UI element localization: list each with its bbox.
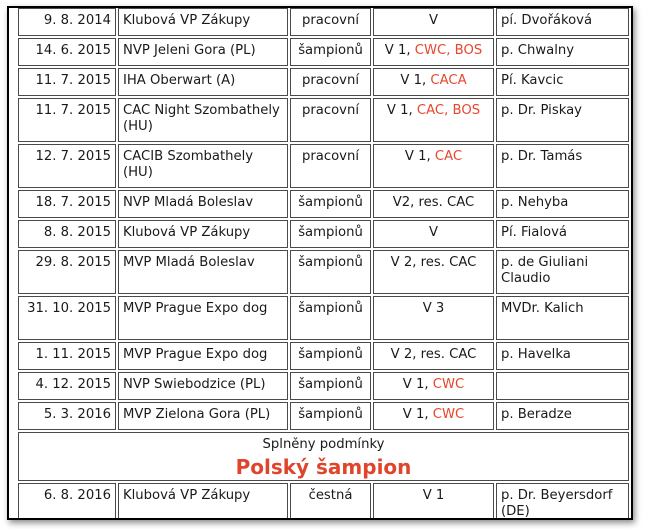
show-cell: MVP Prague Expo dog: [118, 342, 288, 370]
title-subheading: Splněny podmínky: [262, 437, 385, 452]
title-heading: Polský šampion: [235, 455, 412, 479]
judge-cell: MVDr. Kalich: [496, 296, 629, 340]
show-cell: MVP Mladá Boleslav: [118, 250, 288, 294]
class-cell: pracovní: [290, 144, 371, 188]
show-cell: NVP Mladá Boleslav: [118, 190, 288, 218]
judge-cell: p. Chwalny: [496, 38, 629, 66]
table-row: [18, 372, 629, 400]
award-text: CWC: [432, 407, 465, 422]
result-text: V 1: [422, 488, 445, 503]
class-cell: pracovní: [290, 98, 371, 142]
table-row: [18, 402, 629, 430]
class-cell: šampionů: [290, 250, 371, 294]
table-row: [18, 8, 629, 36]
judge-cell: p. de Giuliani Claudio: [496, 250, 629, 294]
result-cell: [373, 296, 494, 340]
show-cell: Klubová VP Zákupy: [118, 8, 288, 36]
class-cell: šampionů: [290, 190, 371, 218]
class-cell: šampionů: [290, 220, 371, 248]
table-row: [18, 483, 629, 520]
result-cell: [373, 342, 494, 370]
judge-cell: pí. Dvořáková: [496, 8, 629, 36]
result-text: V 3: [422, 301, 445, 316]
table-row: [18, 342, 629, 370]
judge-cell: p. Dr. Beyersdorf (DE): [496, 483, 629, 520]
result-cell: [373, 144, 494, 188]
date-cell: 1. 11. 2015: [18, 342, 116, 370]
date-cell: 31. 10. 2015: [18, 296, 116, 340]
award-text: CACA: [430, 73, 467, 88]
result-text: V 1,: [402, 377, 429, 392]
class-cell: šampionů: [290, 372, 371, 400]
judge-cell: Pí. Kavcic: [496, 68, 629, 96]
class-cell: pracovní: [290, 68, 371, 96]
class-cell: pracovní: [290, 8, 371, 36]
result-text: V 1,: [384, 43, 411, 58]
result-cell: [373, 8, 494, 36]
result-cell: [373, 372, 494, 400]
table-row: [18, 98, 629, 142]
table-row: [18, 296, 629, 340]
result-text: V 2, res. CAC: [390, 347, 477, 362]
results-frame: [7, 6, 633, 520]
show-cell: IHA Oberwart (A): [118, 68, 288, 96]
judge-cell: p. Havelka: [496, 342, 629, 370]
show-cell: NVP Jeleni Gora (PL): [118, 38, 288, 66]
result-text: V 1,: [386, 103, 413, 118]
date-cell: 5. 3. 2016: [18, 402, 116, 430]
show-cell: NVP Swiebodzice (PL): [118, 372, 288, 400]
table-row: [18, 190, 629, 218]
result-text: V 2, res. CAC: [390, 255, 477, 270]
judge-cell: Pí. Fialová: [496, 220, 629, 248]
result-text: V 1,: [402, 407, 429, 422]
date-cell: 14. 6. 2015: [18, 38, 116, 66]
result-text: V2, res. CAC: [392, 195, 475, 210]
award-text: CAC, BOS: [416, 103, 481, 118]
show-cell: MVP Zielona Gora (PL): [118, 402, 288, 430]
class-cell: šampionů: [290, 296, 371, 340]
date-cell: 6. 8. 2016: [18, 483, 116, 520]
class-cell: šampionů: [290, 402, 371, 430]
result-text: V: [428, 225, 439, 240]
result-cell: [373, 38, 494, 66]
show-cell: CACIB Szombathely (HU): [118, 144, 288, 188]
class-cell: šampionů: [290, 38, 371, 66]
date-cell: 29. 8. 2015: [18, 250, 116, 294]
result-cell: [373, 402, 494, 430]
result-cell: [373, 483, 494, 520]
result-cell: [373, 190, 494, 218]
result-cell: [373, 68, 494, 96]
title-row: [18, 432, 629, 481]
result-text: V 1,: [404, 149, 431, 164]
judge-cell: p. Nehyba: [496, 190, 629, 218]
award-text: CWC, BOS: [414, 43, 483, 58]
table-row: [18, 68, 629, 96]
show-cell: CAC Night Szombathely (HU): [118, 98, 288, 142]
result-text: V 1,: [400, 73, 427, 88]
result-cell: [373, 250, 494, 294]
judge-cell: p. Dr. Tamás: [496, 144, 629, 188]
date-cell: 12. 7. 2015: [18, 144, 116, 188]
result-cell: [373, 220, 494, 248]
table-row: [18, 38, 629, 66]
show-cell: Klubová VP Zákupy: [118, 220, 288, 248]
date-cell: 11. 7. 2015: [18, 98, 116, 142]
show-results-table: [16, 6, 631, 520]
award-text: CAC: [434, 149, 463, 164]
result-text: V: [428, 13, 439, 28]
judge-cell: p. Beradze: [496, 402, 629, 430]
show-cell: Klubová VP Zákupy: [118, 483, 288, 520]
date-cell: 8. 8. 2015: [18, 220, 116, 248]
judge-cell: p. Dr. Piskay: [496, 98, 629, 142]
date-cell: 9. 8. 2014: [18, 8, 116, 36]
judge-cell: [496, 372, 629, 400]
table-row: [18, 220, 629, 248]
table-row: [18, 144, 629, 188]
date-cell: 11. 7. 2015: [18, 68, 116, 96]
show-cell: MVP Prague Expo dog: [118, 296, 288, 340]
table-row: [18, 250, 629, 294]
award-text: CWC: [432, 377, 465, 392]
championship-title-cell: [18, 432, 629, 481]
class-cell: čestná: [290, 483, 371, 520]
date-cell: 4. 12. 2015: [18, 372, 116, 400]
result-cell: [373, 98, 494, 142]
class-cell: šampionů: [290, 342, 371, 370]
date-cell: 18. 7. 2015: [18, 190, 116, 218]
